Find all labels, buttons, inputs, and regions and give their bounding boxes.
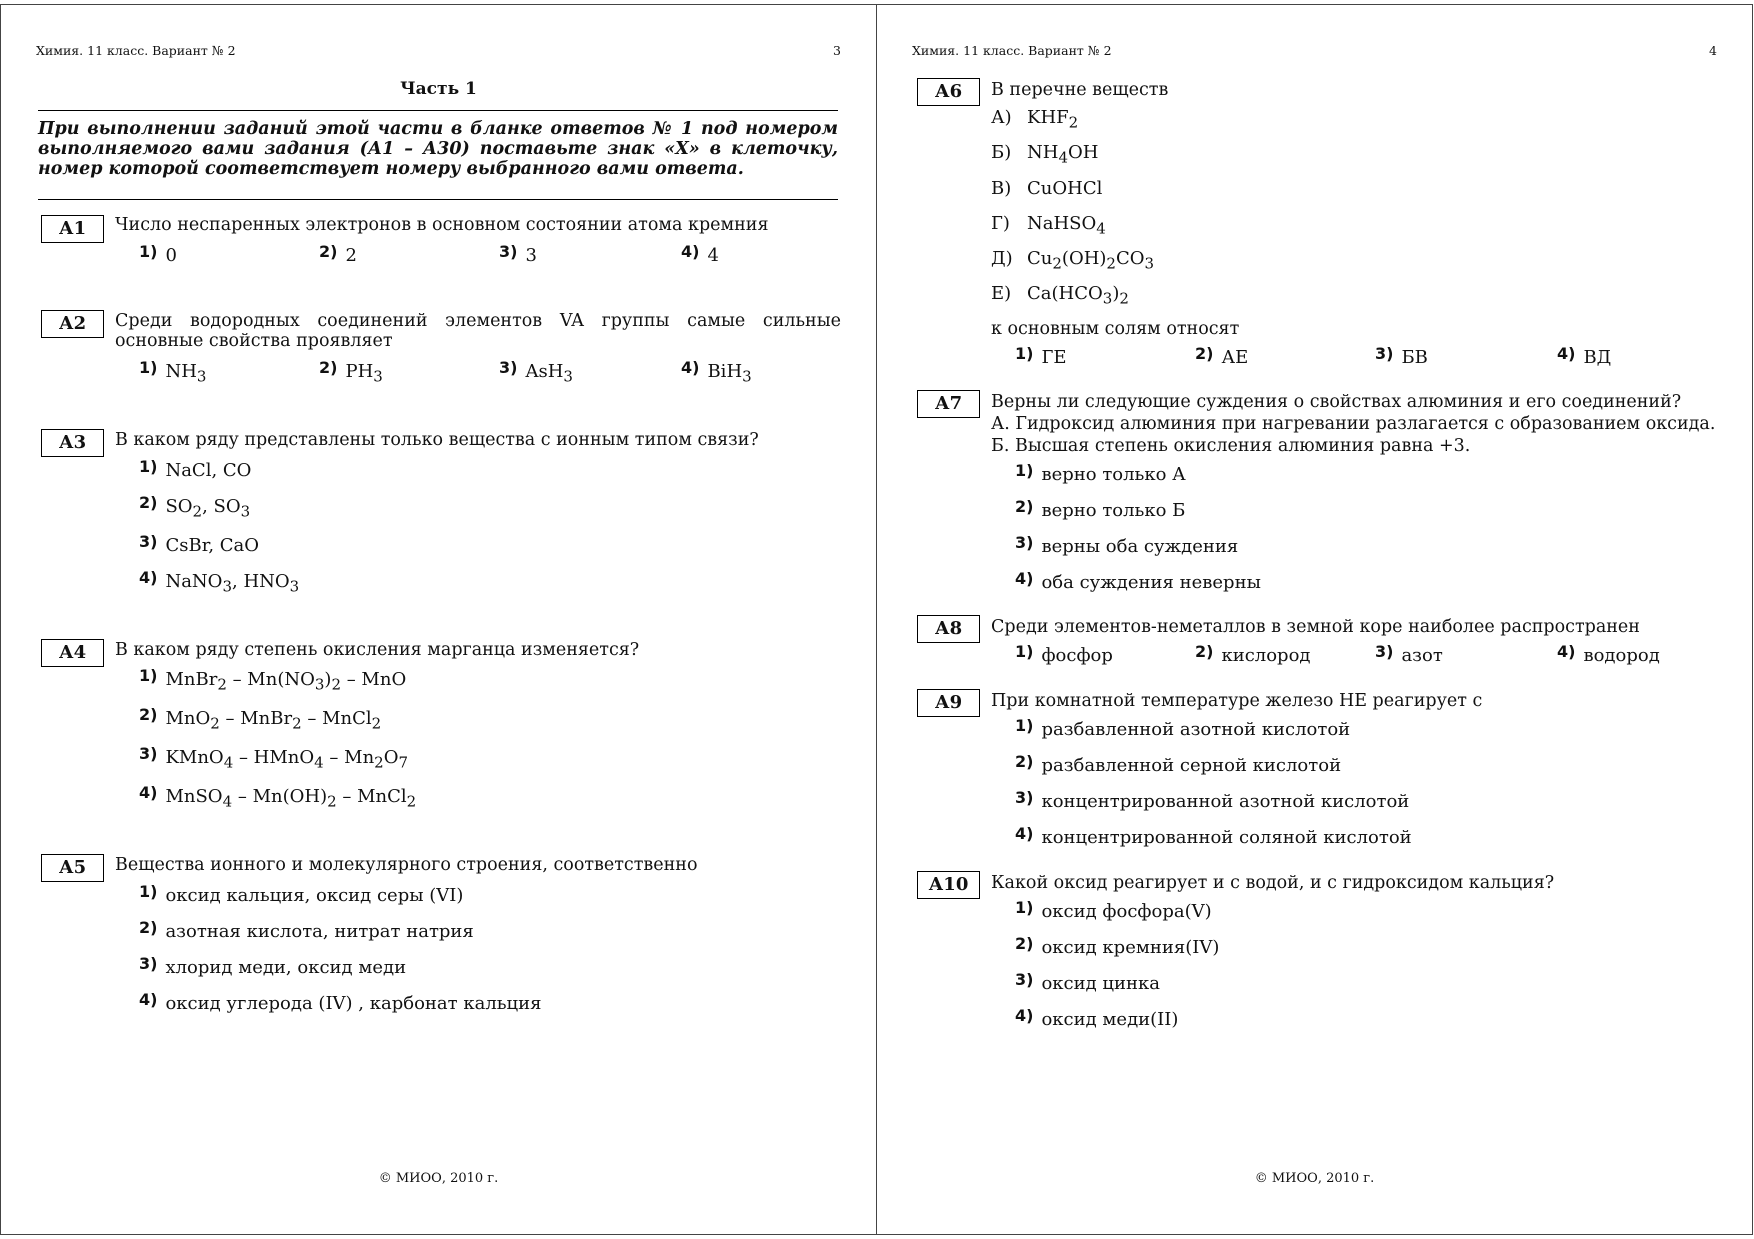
answer-option[interactable]: 2) разбавленной серной кислотой (1015, 752, 1342, 776)
question-label: А6 (917, 78, 980, 106)
answer-option[interactable]: 2) азотная кислота, нитрат натрия (139, 918, 474, 942)
answer-option[interactable]: 4) 4 (681, 242, 719, 266)
substance-item: Д) $Cu_2(OH)_2CO_3$ (991, 248, 1155, 273)
question-label: А3 (41, 429, 104, 457)
answer-option[interactable]: 2) оксид кремния(IV) (1015, 934, 1220, 958)
answer-option[interactable]: 4) оксид углерода (IV) , карбонат кальция (139, 990, 542, 1014)
answer-option[interactable]: 3) верны оба суждения (1015, 533, 1239, 557)
answer-option[interactable]: 3) KMnO$_4$ – HMnO$_4$ – $Mn_2O_7$ (139, 744, 409, 772)
answer-option[interactable]: 3) 3 (499, 242, 537, 266)
answer-option[interactable]: 1) ГЕ (1015, 344, 1067, 368)
answer-option[interactable]: 1) фосфор (1015, 642, 1113, 666)
answer-option[interactable]: 3) БВ (1375, 344, 1428, 368)
statement-b: Б. Высшая степень окисления алюминия равна +3. (991, 436, 1471, 456)
answer-option[interactable]: 4) NaNO$_3$, $HNO_3$ (139, 568, 300, 596)
substance-item: Е) $Ca(HCO_3)_2$ (991, 283, 1129, 308)
answer-option[interactable]: 1) верно только А (1015, 461, 1186, 485)
answer-option[interactable]: 1) 0 (139, 242, 177, 266)
page-number: 3 (833, 43, 841, 58)
question-text: При комнатной температуре железо НЕ реагирует с (991, 691, 1483, 711)
answer-option[interactable]: 4) оба суждения неверны (1015, 569, 1261, 593)
page-3 (0, 4, 877, 1235)
question-label: А8 (917, 615, 980, 643)
question-text: В каком ряду степень окисления марганца изменяется? (115, 640, 640, 660)
answer-option[interactable]: 1) разбавленной азотной кислотой (1015, 716, 1351, 740)
header-title: Химия. 11 класс. Вариант № 2 (36, 43, 236, 58)
answer-option[interactable]: 1) оксид кальция, оксид серы (VI) (139, 882, 464, 906)
answer-option[interactable]: 4) ВД (1557, 344, 1612, 368)
question-text: В каком ряду представлены только вещества с ионным типом связи? (115, 430, 759, 450)
answer-option[interactable]: 1) MnBr$_2$ – $Mn(NO_3)_2$ – MnO (139, 666, 407, 694)
substance-item: Б) $NH_4OH$ (991, 142, 1099, 167)
answer-option[interactable]: 3) оксид цинка (1015, 970, 1160, 994)
answer-option[interactable]: 1) $NH_3$ (139, 358, 207, 386)
answer-option[interactable]: 2) кислород (1195, 642, 1311, 666)
answer-option[interactable]: 2) АЕ (1195, 344, 1249, 368)
divider (38, 199, 838, 200)
answer-option[interactable]: 4) водород (1557, 642, 1660, 666)
answer-option[interactable]: 3) хлорид меди, оксид меди (139, 954, 407, 978)
question-label: А2 (41, 310, 104, 338)
answer-option[interactable]: 4) BiH$_3$ (681, 358, 752, 386)
answer-option[interactable]: 1) оксид фосфора(V) (1015, 898, 1212, 922)
answer-option[interactable]: 2) 2 (319, 242, 357, 266)
question-text: Среди водородных соединений элементов VA группы самые сильные основные свойства проявляет (115, 311, 841, 351)
question-text: Число неспаренных электронов в основном состоянии атома кремния (115, 215, 769, 235)
question-label: А10 (917, 871, 980, 899)
question-label: А4 (41, 639, 104, 667)
answer-option[interactable]: 1) NaCl, CO (139, 457, 252, 481)
page-footer: © МИОО, 2010 г. (1254, 1171, 1375, 1186)
divider (38, 110, 838, 111)
instruction: При выполнении заданий этой части в бланке ответов № 1 под номером выполняемого вами задания (А1 – А30) поставьте знак «X» в клеточку, номер которой соответствует номеру выбранного вами ответа. (38, 119, 838, 179)
page-number: 4 (1709, 43, 1717, 58)
answer-option[interactable]: 2) MnO$_2$ – MnBr$_2$ – MnCl$_2$ (139, 705, 382, 733)
answer-option[interactable]: 4) концентрированной соляной кислотой (1015, 824, 1412, 848)
question-label: А9 (917, 689, 980, 717)
answer-option[interactable]: 2) $PH_3$ (319, 358, 383, 386)
answer-option[interactable]: 3) азот (1375, 642, 1443, 666)
page-header (912, 43, 1717, 63)
question-label: А5 (41, 854, 104, 882)
page-4 (876, 4, 1753, 1235)
answer-option[interactable]: 4) оксид меди(II) (1015, 1006, 1179, 1030)
page-footer: © МИОО, 2010 г. (378, 1171, 499, 1186)
question-label: А1 (41, 215, 104, 243)
question-label: А7 (917, 390, 980, 418)
question-text: к основным солям относят (991, 319, 1240, 339)
part-title: Часть 1 (400, 79, 477, 99)
question-text: Верны ли следующие суждения о свойствах алюминия и его соединений? (991, 392, 1682, 412)
question-text: Вещества ионного и молекулярного строения, соответственно (115, 855, 698, 875)
substance-item: А) $KHF_2$ (991, 107, 1079, 132)
question-text: Среди элементов-неметаллов в земной коре наиболее распространен (991, 617, 1640, 637)
substance-item: Г) NaHSO$_4$ (991, 213, 1106, 238)
question-text: Какой оксид реагирует и с водой, и с гидроксидом кальция? (991, 873, 1555, 893)
answer-option[interactable]: 2) верно только Б (1015, 497, 1186, 521)
substance-item: В) CuOHCl (991, 178, 1103, 199)
answer-option[interactable]: 3) концентрированной азотной кислотой (1015, 788, 1410, 812)
question-text: В перечне веществ (991, 80, 1169, 100)
header-title: Химия. 11 класс. Вариант № 2 (912, 43, 1112, 58)
answer-option[interactable]: 4) MnSO$_4$ – $Mn(OH)_2$ – MnCl$_2$ (139, 783, 417, 811)
answer-option[interactable]: 2) $SO_2$, $SO_3$ (139, 493, 251, 521)
statement-a: А. Гидроксид алюминия при нагревании разлагается с образованием оксида. (991, 414, 1716, 434)
answer-option[interactable]: 3) AsH$_3$ (499, 358, 573, 386)
page-header (36, 43, 841, 63)
answer-option[interactable]: 3) CsBr, CaO (139, 532, 260, 556)
